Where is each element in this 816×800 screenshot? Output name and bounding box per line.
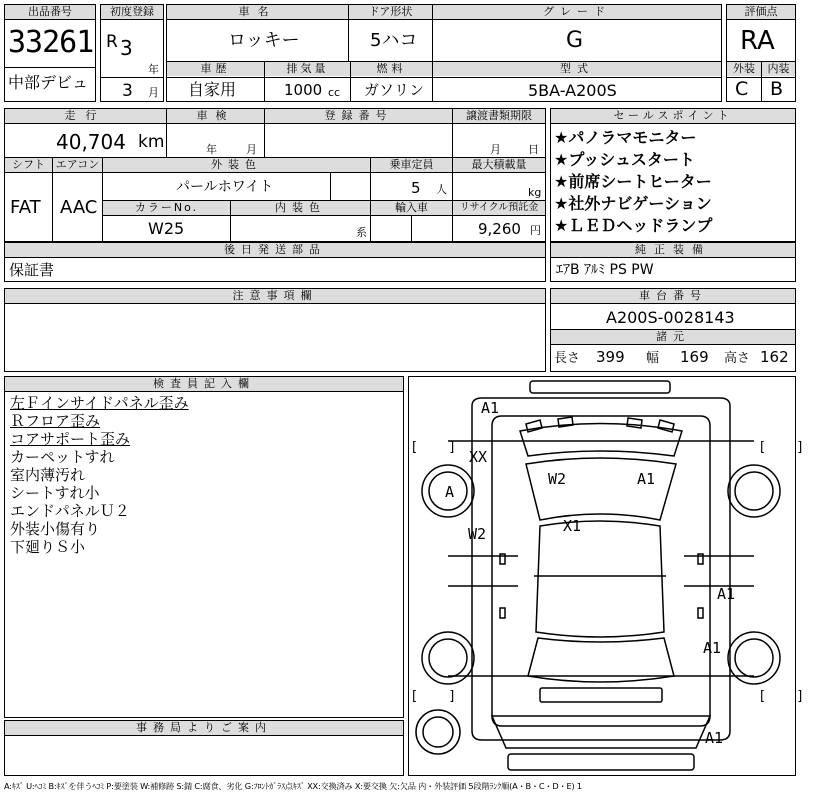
reg-number-label: 登録番号 <box>265 109 452 123</box>
load-unit: kg <box>528 186 542 199</box>
displacement-unit: cc <box>328 86 341 99</box>
interior-label: 内装 <box>762 62 795 76</box>
equipment-label: 純正装備 <box>551 243 795 257</box>
width-value: 169 <box>680 348 709 366</box>
sales-point-4: ★社外ナビゲーション <box>554 194 712 213</box>
door-value: 5ハコ <box>370 30 418 51</box>
interior-value: B <box>770 78 784 100</box>
door-label: ドア形状 <box>349 5 432 19</box>
length-value: 399 <box>596 348 625 366</box>
interior-color-unit: 系 <box>356 226 367 239</box>
height-label: 高さ <box>724 351 751 366</box>
legend-text: A:ｷｽﾞ U:ﾍｺﾐ B:ｷｽﾞを伴うﾍｺﾐ P:要塗装 W:補修跡 S:錆 C:腐食、劣化 G:ﾌﾛﾝﾄｶﾞﾗｽ点ｷｽﾞ XX:交換済み X:要交換 欠:欠品 内・外装評価 5段階ﾗﾝｸ順(A・B・C・D・E) 1 <box>4 781 582 791</box>
inspector-line-7: エンドパネルＵ２ <box>10 502 130 520</box>
model-value: 5BA-A200S <box>528 81 617 100</box>
color-no-value: W25 <box>148 219 185 238</box>
inspector-line-6: シートすれ小 <box>10 484 100 502</box>
reg-year: 3 <box>120 36 133 60</box>
inspector-line-5: 室内薄汚れ <box>10 466 86 484</box>
inspector-line-2: Ｒフロア歪み <box>10 412 101 430</box>
history-value: 自家用 <box>188 80 237 99</box>
sales-point-3: ★前席シートヒーター <box>554 172 712 191</box>
bracket-left-rear: [ ] <box>412 689 469 704</box>
bracket-left-front: [ ] <box>412 440 469 455</box>
exterior-label: 外装 <box>727 62 761 76</box>
shift-value: FAT <box>10 197 41 218</box>
damage-mark-rear-bumper: A1 <box>705 729 724 747</box>
load-label: 最大積載量 <box>453 158 545 172</box>
width-label: 幅 <box>646 351 660 366</box>
roof <box>526 458 676 520</box>
sales-point-5: ★ＬＥＤヘッドランプ <box>554 216 713 235</box>
exterior-color-label: 外装色 <box>103 158 370 172</box>
damage-mark-left-fender: XX <box>469 448 488 466</box>
sales-point-2: ★プッシュスタート <box>554 150 695 169</box>
dims-label: 諸元 <box>551 330 795 344</box>
car-diagram <box>408 376 796 776</box>
mileage-label: 走行 <box>5 109 166 123</box>
height-value: 162 <box>760 348 789 366</box>
exterior-color-value: パールホワイト <box>176 179 274 195</box>
bracket-right-rear: [ ] <box>760 689 816 704</box>
equipment-value: ｴｱB ｱﾙﾐ PS PW <box>556 262 654 278</box>
score-label: 評価点 <box>727 5 795 19</box>
front-bumper <box>530 381 670 393</box>
notes-label: 注意事項欄 <box>5 289 545 303</box>
transfer-label: 譲渡書類期限 <box>453 109 545 123</box>
capacity-label: 乗車定員 <box>371 158 452 172</box>
inspector-line-4: カーペットすれ <box>10 448 115 466</box>
exterior-value: C <box>735 78 749 100</box>
sales-points-label: セールスポイント <box>551 109 795 123</box>
month-unit: 月 <box>148 86 159 99</box>
chassis-value: A200S-0028143 <box>606 308 735 327</box>
later-parts-value: 保証書 <box>9 261 55 279</box>
inspector-line-9: 下廻りＳ小 <box>10 538 86 556</box>
inspector-line-1: 左Ｆインサイドパネル歪み <box>10 394 189 412</box>
rear-bumper <box>540 688 662 702</box>
wheel-front-right <box>728 465 780 517</box>
interior-color-label: 内装色 <box>231 201 370 215</box>
length-label: 長さ <box>554 351 581 366</box>
damage-mark-roof-left: W2 <box>548 470 567 488</box>
bracket-right-front: [ ] <box>760 440 816 455</box>
recycle-value: 9,260 <box>478 220 521 238</box>
displacement-label: 排気量 <box>265 62 350 76</box>
year-unit: 年 <box>148 63 159 76</box>
damage-mark-roof-right: A1 <box>637 470 656 488</box>
score-value: RA <box>740 26 775 56</box>
damage-mark-left-door: W2 <box>468 525 487 543</box>
shift-label: シフト <box>5 158 52 172</box>
damage-mark-right-rear: A1 <box>703 639 722 657</box>
fuel-label: 燃料 <box>351 62 432 76</box>
damage-mark-front-bumper: A1 <box>481 399 500 417</box>
ac-label: エアコン <box>53 158 102 172</box>
lot-number: 33261 <box>8 25 94 60</box>
office-label: 事務局よりご案内 <box>5 721 403 735</box>
capacity-unit: 人 <box>436 183 447 196</box>
inspector-line-8: 外装小傷有り <box>10 520 101 538</box>
capacity-value: 5 <box>411 179 421 197</box>
era: R <box>106 32 118 52</box>
inspector-label: 検査員記入欄 <box>5 377 403 391</box>
damage-mark-cabin: X1 <box>563 517 582 535</box>
specs-box <box>4 108 546 242</box>
chassis-label: 車台番号 <box>551 289 795 303</box>
transfer-day-unit: 日 <box>528 143 539 156</box>
displacement-value: 1000 <box>284 81 323 99</box>
grade-label: グレード <box>433 5 721 19</box>
car-name: ロッキー <box>228 30 300 51</box>
color-no-label: カラーNo. <box>103 201 230 215</box>
mileage-value: 40,704 <box>56 130 126 154</box>
inspection-label: 車検 <box>167 109 264 123</box>
mileage-unit: km <box>138 132 165 152</box>
history-label: 車歴 <box>167 62 264 76</box>
fuel-value: ガソリン <box>364 81 425 99</box>
damage-mark-right-door: A1 <box>717 585 736 603</box>
car-name-label: 車名 <box>167 5 348 19</box>
recycle-label: リサイクル預託金 <box>453 201 545 215</box>
import-label: 輸入車 <box>371 201 452 215</box>
later-parts-label: 後日発送部品 <box>5 243 545 257</box>
sales-point-1: ★パノラマモニター <box>554 128 697 147</box>
damage-mark-front-wheel: A <box>445 483 455 501</box>
reg-month: 3 <box>122 81 133 101</box>
model-label: 型式 <box>433 62 721 76</box>
inspection-month-unit: 月 <box>246 143 257 156</box>
transfer-month-unit: 月 <box>490 143 501 156</box>
lot-label: 出品番号 <box>5 5 95 19</box>
debut-label: 中部デビュ <box>8 73 89 92</box>
recycle-unit: 円 <box>530 224 541 237</box>
inspector-line-3: コアサポート歪み <box>10 430 131 448</box>
first-reg-label: 初度登録 <box>101 5 163 19</box>
grade-value: G <box>566 28 584 53</box>
ac-value: AAC <box>60 197 98 218</box>
inspection-year-unit: 年 <box>206 143 217 156</box>
